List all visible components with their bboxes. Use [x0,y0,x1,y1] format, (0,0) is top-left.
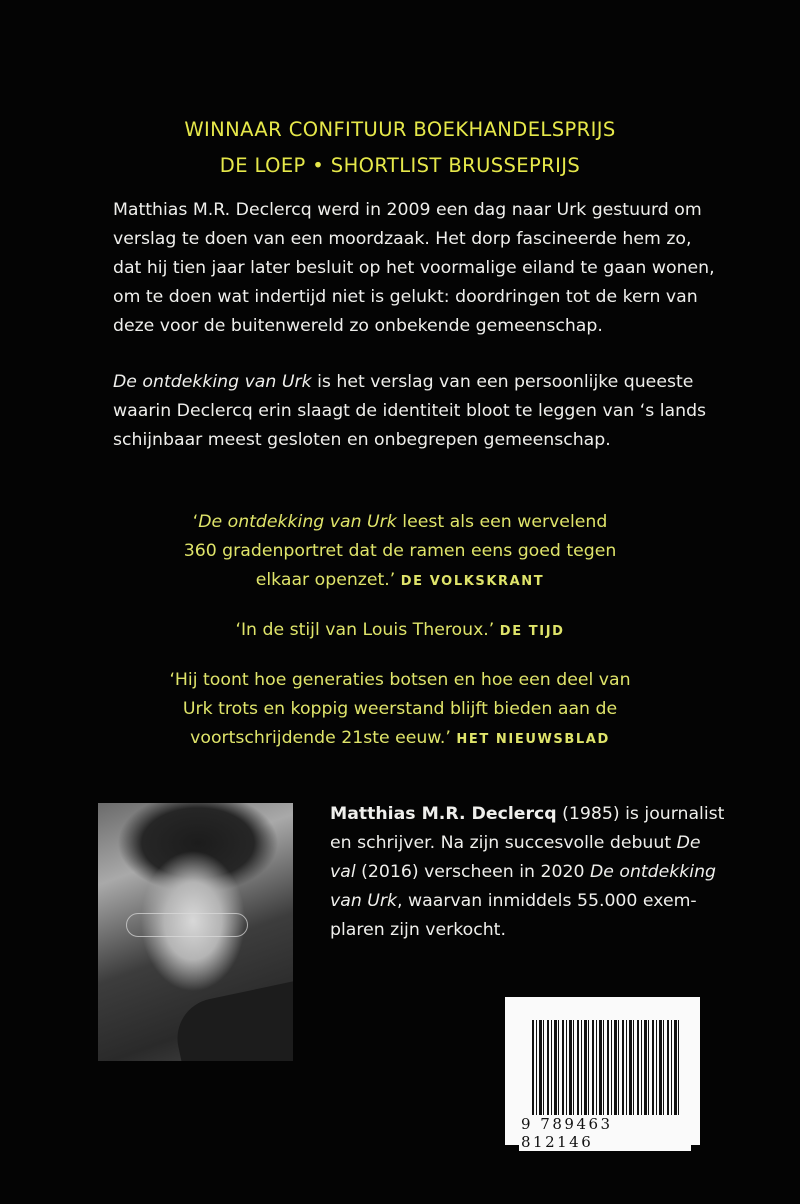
isbn-barcode [505,997,700,1151]
author-name: Matthias M.R. Declercq [330,804,557,824]
text-line: deze voor de buitenwereld zo onbekende gemeenschap. [113,316,603,336]
text-line: Matthias M.R. Declercq werd in 2009 een dag naar Urk gestuurd om [113,200,702,220]
book-title: De ontdekking van Urk [113,372,312,392]
quote-source: HET NIEUWSBLAD [456,732,610,747]
quote-volkskrant [0,508,800,596]
author-bio [330,800,725,945]
quote-source: DE VOLKSKRANT [400,574,545,589]
award-line-1: WINNAAR CONFITUUR BOEKHANDELSPRIJS [184,118,616,141]
text-span: voortschrijdende 21ste eeuw.’ [190,728,457,748]
text-line: om te doen wat indertijd niet is gelukt: doordringen tot de kern van [113,287,698,307]
text-line: plaren zijn verkocht. [330,920,506,940]
blurb-paragraph-2 [113,368,707,455]
text-span: , waarvan inmiddels 55.000 exem- [397,891,697,911]
text-span: (1985) is journalist [556,804,725,824]
text-line: dat hij tien jaar later besluit op het voormalige eiland te gaan wonen, [113,258,715,278]
text-line [330,800,725,829]
glasses-shape [126,913,248,937]
book-title: De [676,833,701,853]
text-span: is het verslag van een persoonlijke queeste [311,372,694,392]
text-line [113,368,703,397]
blurb-paragraph-1 [113,196,715,341]
book-title: van Urk [330,891,398,911]
book-title: val [330,862,356,882]
text-span: ‘In de stijl van Louis Theroux.’ [235,620,500,640]
awards-banner [0,112,800,184]
text-line: verslag te doen van een moordzaak. Het dorp fascineerde hem zo, [113,229,692,249]
text-line [0,508,800,537]
quote-nieuwsblad [0,666,800,754]
text-line: ‘Hij toont hoe generaties botsen en hoe een deel van [169,670,631,690]
quote-de-tijd [0,616,800,646]
text-line: waarin Declercq erin slaagt de identiteit bloot te leggen van ‘s lands [113,401,707,421]
text-line: Urk trots en koppig weerstand blijft bieden aan de [182,699,618,719]
text-span: elkaar openzet.’ [255,570,401,590]
text-line [330,829,710,858]
text-span: (2016) verscheen in 2020 [355,862,590,882]
isbn-number: 9 789463 812146 [519,1115,691,1151]
award-line-2: DE LOEP • SHORTLIST BRUSSEPRIJS [219,154,581,177]
quote-source: DE TIJD [499,624,565,639]
book-title: De ontdekking [589,862,717,882]
text-line [0,566,800,596]
text-line: schijnbaar meest gesloten en onbegrepen gemeenschap. [113,430,611,450]
text-line [330,887,710,916]
text-span: en schrijver. Na zijn succesvolle debuut [330,833,677,853]
text-line [330,858,717,887]
book-title: De ontdekking van Urk [198,512,397,532]
text-line: 360 gradenportret dat de ramen eens goed tegen [183,541,617,561]
quote-mark: ‘ [192,512,199,532]
text-line [0,616,800,646]
shirt-shape [170,980,293,1061]
author-photo [98,803,293,1061]
press-quotes [0,508,800,774]
text-span: leest als een wervelend [396,512,608,532]
text-line [0,724,800,754]
